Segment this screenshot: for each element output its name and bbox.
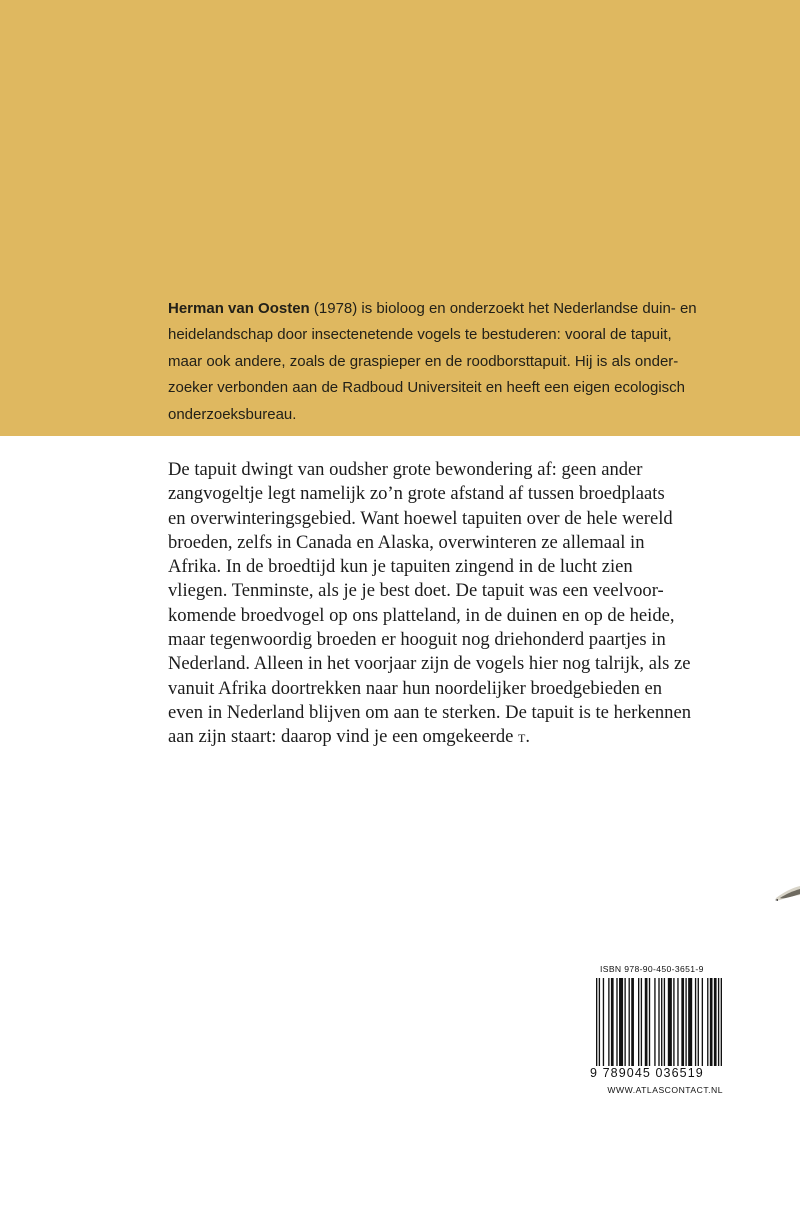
barcode-bar bbox=[629, 978, 630, 1080]
barcode-bar bbox=[698, 978, 699, 1080]
blurb-last-end: . bbox=[525, 726, 531, 748]
book-blurb bbox=[168, 458, 748, 751]
isbn-label: ISBN 978-90-450-3651-9 bbox=[600, 964, 704, 974]
bird-beak-illustration bbox=[772, 880, 800, 908]
barcode-bar bbox=[681, 978, 684, 1080]
barcode-bar bbox=[707, 978, 708, 1080]
blurb-line bbox=[168, 725, 748, 750]
blurb-line: even in Nederland blijven om aan te sterken. De tapuit is te herkennen bbox=[168, 701, 692, 723]
blurb-last-text: aan zijn staart: daarop vind je een omgekeerde bbox=[168, 726, 519, 748]
blurb-line: komende broedvogel op ons platteland, in de duinen en op de heide, bbox=[168, 604, 675, 626]
barcode-bar bbox=[641, 978, 642, 1080]
barcode-bar bbox=[611, 978, 614, 1080]
barcode-bar bbox=[688, 978, 692, 1080]
barcode-bar bbox=[631, 978, 634, 1080]
barcode-bar bbox=[649, 978, 650, 1080]
barcode-bar bbox=[603, 978, 604, 1080]
blurb-line: De tapuit dwingt van oudsher grote bewondering af: geen ander bbox=[168, 459, 643, 480]
barcode-bar bbox=[673, 978, 674, 1080]
barcode-bar bbox=[608, 978, 609, 1080]
barcode-bar bbox=[702, 978, 703, 1080]
barcode-bar bbox=[661, 978, 662, 1080]
barcode-bar bbox=[718, 978, 719, 1080]
barcode-bar bbox=[714, 978, 717, 1080]
blurb-line: broeden, zelfs in Canada en Alaska, overwinteren ze allemaal in bbox=[168, 531, 645, 553]
barcode-bar bbox=[624, 978, 625, 1080]
blurb-line: zangvogeltje legt namelijk zo’n grote afstand af tussen broedplaats bbox=[168, 483, 665, 505]
blurb-line: Afrika. In de broedtijd kun je tapuiten zingend in de lucht zien bbox=[168, 556, 633, 578]
barcode-bar bbox=[596, 978, 597, 1080]
barcode-bar bbox=[721, 978, 722, 1080]
barcode bbox=[596, 978, 722, 1080]
barcode-bar bbox=[599, 978, 600, 1080]
inverted-t-letter: T bbox=[518, 731, 526, 746]
author-bio-panel bbox=[0, 0, 800, 436]
barcode-bar bbox=[695, 978, 696, 1080]
author-bio-line: onderzoeksbureau. bbox=[168, 405, 297, 423]
barcode-bar bbox=[685, 978, 686, 1080]
author-bio-text: (1978) is bioloog en onderzoekt het Nederlandse duin- en bbox=[309, 300, 697, 317]
barcode-bar bbox=[677, 978, 678, 1080]
author-name: Herman van Oosten bbox=[168, 300, 310, 317]
author-bio-line: maar ook andere, zoals de graspieper en de roodborsttapuit. Hij is als onder- bbox=[168, 352, 679, 370]
barcode-bar bbox=[710, 978, 713, 1080]
barcode-bar bbox=[664, 978, 665, 1080]
author-bio bbox=[168, 296, 728, 428]
barcode-bar bbox=[638, 978, 639, 1080]
blurb-line: vanuit Afrika doortrekken naar hun noordelijker broedgebieden en bbox=[168, 677, 663, 699]
blurb-line: vliegen. Tenminste, als je je best doet. De tapuit was een veelvoor- bbox=[168, 580, 664, 602]
blurb-line: en overwinteringsgebied. Want hoewel tapuiten over de hele wereld bbox=[168, 507, 673, 529]
author-bio-line: heidelandschap door insectenetende vogels te bestuderen: vooral de tapuit, bbox=[168, 326, 672, 344]
barcode-bar bbox=[668, 978, 672, 1080]
barcode-digits: 9 789045 036519 bbox=[590, 1066, 726, 1080]
barcode-bar bbox=[619, 978, 623, 1080]
publisher-website: WWW.ATLASCONTACT.NL bbox=[607, 1085, 723, 1095]
blurb-line: maar tegenwoordig broeden er hooguit nog driehonderd paartjes in bbox=[168, 629, 666, 651]
barcode-bar bbox=[645, 978, 648, 1080]
blurb-line: Nederland. Alleen in het voorjaar zijn de vogels hier nog talrijk, als ze bbox=[168, 653, 691, 675]
barcode-bar bbox=[654, 978, 655, 1080]
barcode-bar bbox=[616, 978, 617, 1080]
author-bio-line bbox=[168, 296, 728, 322]
author-bio-line: zoeker verbonden aan de Radboud Universiteit en heeft een eigen ecologisch bbox=[168, 379, 686, 397]
barcode-bar bbox=[658, 978, 659, 1080]
